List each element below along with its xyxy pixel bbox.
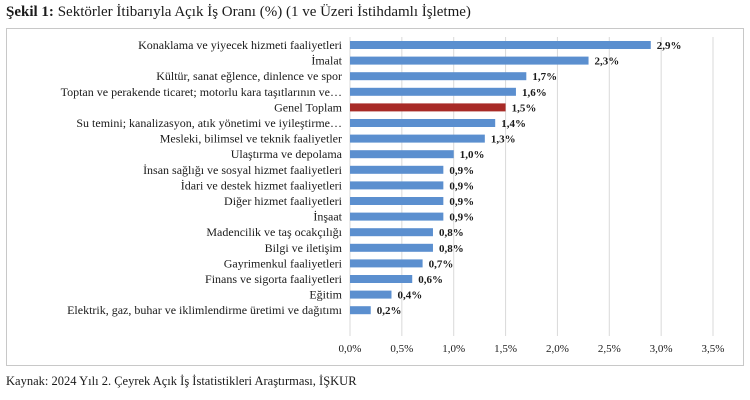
category-label: Finans ve sigorta faaliyetleri: [205, 272, 342, 286]
value-label: 0,8%: [438, 242, 464, 255]
bar: [350, 275, 412, 283]
figure-number: Şekil 1:: [6, 4, 54, 20]
value-label: 0,4%: [397, 289, 423, 302]
value-label: 1,0%: [459, 149, 485, 162]
value-label: 0,8%: [438, 227, 464, 240]
value-label: 0,7%: [428, 258, 454, 271]
category-label: Madencilik ve taş ocakçılığı: [206, 225, 342, 240]
value-label: 0,9%: [449, 164, 475, 177]
value-label: 2,9%: [656, 40, 682, 52]
value-label: 1,7%: [532, 71, 558, 84]
category-label: İnsan sağlığı ve sosyal hizmet faaliyetleri: [143, 162, 342, 177]
bar: [350, 259, 423, 267]
bar: [350, 181, 443, 189]
bar: [350, 88, 516, 96]
category-label: Genel Toplam: [274, 100, 342, 115]
value-label: 0,6%: [418, 274, 443, 286]
bar: [350, 244, 433, 252]
bar: [350, 228, 433, 236]
category-label: Gayrimenkul faaliyetleri: [223, 256, 342, 271]
value-label: 2,3%: [594, 55, 620, 68]
category-label: Elektrik, gaz, buhar ve iklimlendirme üretimi ve dağıtımı: [67, 303, 342, 318]
bar: [350, 306, 371, 314]
source-note: Kaynak: 2024 Yılı 2. Çeyrek Açık İş İstatistikleri Araştırması, İŞKUR: [6, 374, 357, 388]
category-label: Su temini; kanalizasyon, atık yönetimi ve iyileştirme…: [76, 116, 342, 130]
value-label: 1,3%: [490, 133, 516, 146]
x-tick-label: 2,0%: [545, 343, 569, 355]
value-label: 1,6%: [521, 86, 547, 99]
bar: [350, 72, 526, 80]
bar: [350, 135, 485, 143]
bar: [350, 57, 589, 65]
category-label: Ulaştırma ve depolama: [230, 147, 342, 162]
bar-highlight: [350, 103, 506, 111]
x-tick-label: 1,5%: [494, 343, 518, 355]
category-label: Kültür, sanat eğlence, dinlence ve spor: [156, 69, 342, 84]
category-label: İnşaat: [313, 209, 342, 224]
x-tick-label: 3,0%: [649, 343, 673, 355]
value-label: 0,9%: [449, 211, 475, 224]
bar: [350, 213, 443, 221]
category-label: Bilgi ve iletişim: [264, 240, 342, 255]
category-label: Diğer hizmet faaliyetleri: [224, 194, 342, 208]
category-label: İdari ve destek hizmet faaliyetleri: [180, 178, 342, 193]
bar: [350, 197, 443, 205]
value-label: 1,4%: [501, 118, 526, 130]
value-label: 0,9%: [449, 180, 475, 193]
bar: [350, 166, 443, 174]
bar: [350, 291, 391, 299]
bar: [350, 41, 651, 49]
x-tick-label: 0,0%: [338, 343, 362, 355]
value-label: 1,5%: [511, 102, 537, 115]
figure-title-text: Sektörler İtibarıyla Açık İş Oranı (%) (1 ve Üzeri İstihdamlı İşletme): [57, 4, 471, 20]
category-label: İmalat: [311, 53, 342, 68]
x-tick-label: 3,5%: [701, 343, 725, 355]
x-tick-label: 2,5%: [597, 343, 621, 355]
bar: [350, 150, 454, 158]
category-label: Mesleki, bilimsel ve teknik faaliyetler: [159, 131, 342, 146]
category-label: Toptan ve perakende ticaret; motorlu kara taşıtlarının ve…: [60, 84, 342, 99]
x-tick-label: 0,5%: [390, 343, 414, 355]
value-label: 0,9%: [449, 196, 475, 208]
bar: [350, 119, 495, 127]
x-tick-label: 1,0%: [442, 343, 466, 355]
value-label: 0,2%: [376, 305, 402, 318]
category-label: Konaklama ve yiyecek hizmeti faaliyetleri: [138, 38, 342, 52]
category-label: Eğitim: [309, 287, 342, 302]
